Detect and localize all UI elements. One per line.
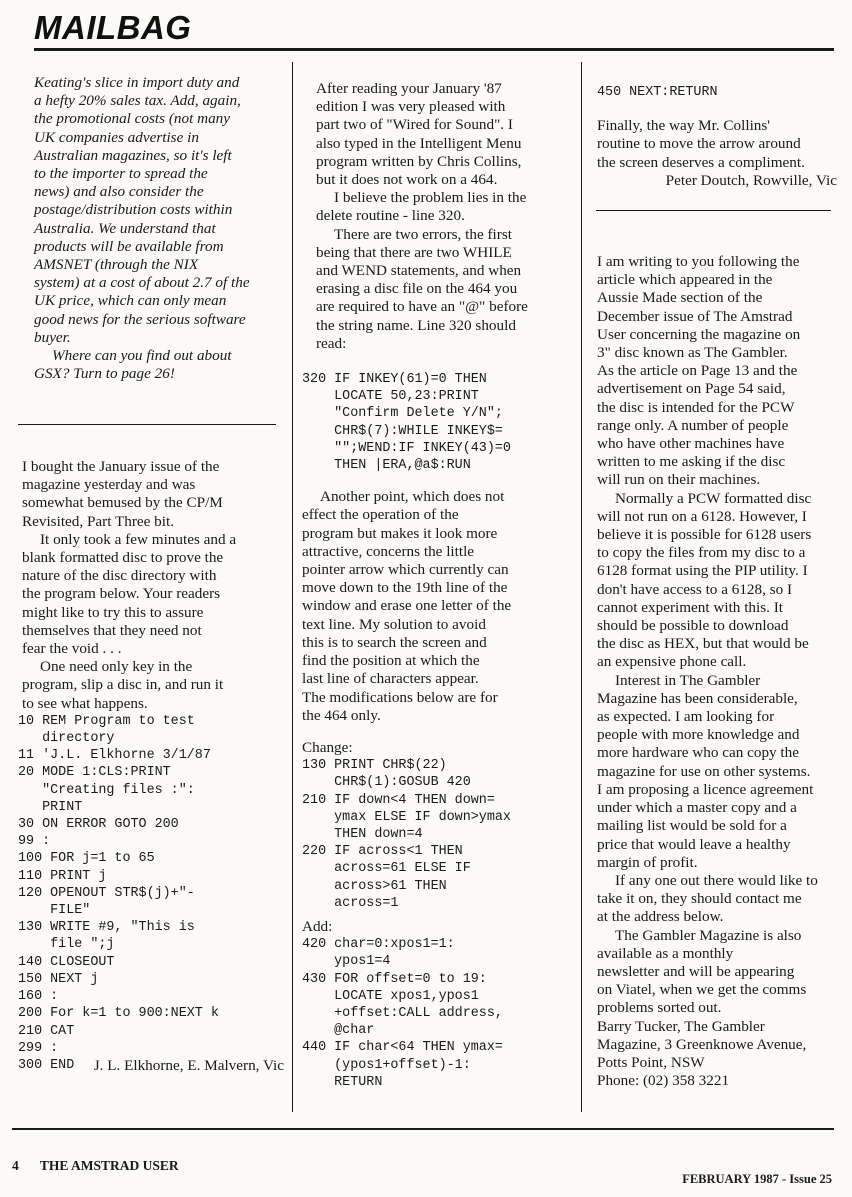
text-line: move down to the 19th line of the	[302, 579, 508, 597]
code-line: 130 WRITE #9, "This is	[18, 920, 195, 936]
text-line: 3" disc known as The Gambler.	[597, 344, 788, 362]
column-divider-1	[292, 62, 293, 1112]
text-line: take it on, they should contact me	[597, 890, 802, 908]
text-line: the promotional costs (not many	[34, 110, 231, 128]
code-line: 200 For k=1 to 900:NEXT k	[18, 1006, 219, 1022]
text-line: an expensive phone call.	[597, 653, 747, 671]
letter-elkhorne	[18, 458, 284, 1075]
text-line: Normally a PCW formatted disc	[615, 489, 812, 507]
text-line: don't have access to a 6128, so I	[597, 580, 793, 598]
code-line: 140 CLOSEOUT	[18, 954, 115, 970]
text-line: magazine yesterday and was	[22, 476, 196, 494]
code-line: 150 NEXT j	[18, 971, 99, 987]
text-line: text line. My solution to avoid	[302, 615, 486, 633]
text-line: might like to try this to assure	[22, 603, 204, 621]
signature: J. L. Elkhorne, E. Malvern, Vic	[93, 1057, 284, 1075]
code-line: THEN down=4	[302, 826, 423, 842]
text-line: on Viatel, when we get the comms	[597, 981, 807, 999]
text-line: more hardware who can copy the	[597, 744, 799, 762]
code-line: directory	[18, 731, 115, 747]
text-line: products will be available from	[34, 237, 224, 255]
column-1	[22, 74, 284, 383]
text-line: system) at a cost of about 2.7 of the	[34, 274, 250, 292]
text-line: UK price, which can only mean	[34, 292, 227, 310]
text-line: will run on their machines.	[597, 471, 761, 489]
code-line: 120 OPENOUT STR$(j)+"-	[18, 885, 195, 901]
issue-info: FEBRUARY 1987 - Issue 25	[682, 1172, 832, 1186]
text-line: If any one out there would like to	[615, 871, 818, 889]
text-line: but it does not work on a 464.	[316, 171, 498, 189]
text-line: I am writing to you following the	[597, 253, 800, 270]
text-line: last line of characters appear.	[302, 670, 479, 688]
code-line: ymax ELSE IF down>ymax	[302, 809, 511, 825]
text-line: AMSNET (through the NIX	[34, 256, 199, 274]
text-line: Interest in The Gambler	[615, 671, 761, 689]
code-line: ypos1=4	[302, 954, 391, 970]
text-line: the disc as HEX, but that would be	[597, 635, 809, 653]
text-line: news) and also consider the	[34, 183, 204, 201]
text-line: should be possible to download	[597, 617, 789, 635]
code-line: CHR$(1):GOSUB 420	[302, 775, 471, 791]
signature-line: Phone: (02) 358 3221	[597, 1072, 730, 1090]
code-line: 11 'J.L. Elkhorne 3/1/87	[18, 748, 211, 764]
code-listing-3	[302, 936, 574, 1091]
text-line: Where can you find out about	[52, 347, 232, 365]
text-line: article which appeared in the	[597, 271, 773, 289]
text-line: newsletter and will be appearing	[597, 962, 795, 980]
page-header	[34, 8, 191, 48]
column-3	[597, 84, 837, 190]
text-line: at the address below.	[597, 908, 724, 926]
code-line: 10 REM Program to test	[18, 713, 195, 729]
text-line: User concerning the magazine on	[597, 325, 801, 343]
add-label: Add:	[302, 917, 333, 935]
divider-col3	[596, 210, 831, 211]
text-line: There are two errors, the first	[334, 225, 512, 243]
text-line: the screen deserves a compliment.	[597, 153, 805, 171]
text-line: price that would leave a healthy	[597, 835, 791, 853]
text-line: nature of the disc directory with	[22, 567, 217, 585]
text-line: routine to move the arrow around	[597, 135, 801, 153]
code-line: 300 END	[18, 1057, 75, 1073]
column-2	[302, 80, 574, 1091]
code-line: (ypos1+offset)-1:	[302, 1057, 471, 1073]
code-line: 210 CAT	[18, 1023, 75, 1039]
page-number: 4	[12, 1158, 19, 1173]
code-line: 320 IF INKEY(61)=0 THEN	[302, 372, 487, 388]
text-line: program written by Chris Collins,	[316, 152, 522, 170]
text-line: Finally, the way Mr. Collins'	[597, 117, 771, 135]
text-line: believe it is possible for 6128 users	[597, 526, 812, 544]
text-line: being that there are two WHILE	[316, 243, 512, 261]
code-listing	[18, 713, 284, 1074]
text-line: UK companies advertise in	[34, 128, 199, 146]
text-line: Revisited, Part Three bit.	[22, 512, 174, 530]
code-line: 430 FOR offset=0 to 19:	[302, 971, 487, 987]
text-line: The Gambler Magazine is also	[615, 926, 802, 944]
signature-line: Potts Point, NSW	[597, 1053, 705, 1071]
code-line: 220 IF across<1 THEN	[302, 844, 463, 860]
header-rule	[34, 48, 834, 51]
text-line: buyer.	[34, 328, 71, 346]
code-line: "Confirm Delete Y/N";	[302, 406, 503, 422]
text-line: attractive, concerns the little	[302, 542, 475, 560]
publication-name: THE AMSTRAD USER	[39, 1158, 179, 1173]
code-listing-2	[302, 757, 574, 912]
text-line: program but makes it look more	[302, 524, 498, 542]
text-line: postage/distribution costs within	[34, 201, 233, 219]
code-line: +offset:CALL address,	[302, 1005, 503, 1021]
text-line: to the importer to spread the	[34, 165, 208, 183]
text-line: range only. A number of people	[597, 416, 789, 434]
code-line: THEN |ERA,@a$:RUN	[302, 458, 471, 474]
text-line: who have other machines have	[597, 435, 785, 453]
code-line: CHR$(7):WHILE INKEY$=	[302, 423, 503, 439]
paragraph	[302, 488, 574, 725]
text-line: and WEND statements, and when	[316, 262, 522, 280]
section-title: MAILBAG	[34, 9, 192, 46]
code-line: LOCATE 50,23:PRINT	[302, 389, 479, 405]
code-line: PRINT	[18, 799, 83, 815]
footer-left	[12, 1158, 179, 1174]
code-line: 210 IF down<4 THEN down=	[302, 792, 495, 808]
letter-tucker	[597, 253, 837, 1090]
text-line: part two of "Wired for Sound". I	[316, 116, 513, 134]
text-line: available as a monthly	[597, 944, 734, 962]
signature: Peter Doutch, Rowville, Vic	[665, 171, 837, 189]
text-line: Keating's slice in import duty and	[34, 74, 240, 91]
text-line: people with more knowledge and	[597, 726, 800, 744]
text-line: advertisement on Page 54 said,	[597, 380, 786, 398]
text-line: 6128 format using the PIP utility. I	[597, 562, 808, 580]
code-line: 20 MODE 1:CLS:PRINT	[18, 765, 171, 781]
code-line: across>61 THEN	[302, 878, 447, 894]
text-line: blank formatted disc to prove the	[22, 549, 224, 567]
code-line: 30 ON ERROR GOTO 200	[18, 817, 179, 833]
text-line: the disc is intended for the PCW	[597, 398, 795, 416]
code-line: 130 PRINT CHR$(22)	[302, 758, 447, 774]
footer-rule	[12, 1128, 834, 1130]
text-line: Australian magazines, so it's left	[34, 146, 232, 164]
text-line: erasing a disc file on the 464 you	[316, 280, 518, 298]
code-line: 100 FOR j=1 to 65	[18, 851, 155, 867]
signature-line: Barry Tucker, The Gambler	[597, 1017, 765, 1035]
code-line: "Creating files :":	[18, 782, 195, 798]
code-line: FILE"	[18, 903, 91, 919]
text-line: margin of profit.	[597, 853, 698, 871]
code-line: RETURN	[302, 1074, 383, 1090]
text-line: Magazine has been considerable,	[597, 689, 798, 707]
text-line: Aussie Made section of the	[597, 289, 763, 307]
code-line: @char	[302, 1023, 375, 1039]
text-line: somewhat bemused by the CP/M	[22, 494, 223, 512]
text-line: themselves that they need not	[22, 621, 202, 639]
paragraph	[597, 117, 837, 172]
text-line: under which a master copy and a	[597, 799, 797, 817]
text-line: As the article on Page 13 and the	[597, 362, 798, 380]
code-line: 440 IF char<64 THEN ymax=	[302, 1040, 503, 1056]
text-line: will not run on a 6128. However, I	[597, 507, 807, 525]
code-line: 420 char=0:xpos1=1:	[302, 937, 455, 953]
code-line: 99 :	[18, 834, 51, 850]
text-line: as expected. I am looking for	[597, 708, 775, 726]
text-line: magazine for use on other systems.	[597, 762, 811, 780]
code-line: 110 PRINT j	[18, 868, 107, 884]
text-line: edition I was very pleased with	[316, 98, 506, 116]
code-line: "";WEND:IF INKEY(43)=0	[302, 440, 511, 456]
text-line: pointer arrow which currently can	[302, 561, 509, 579]
text-line: problems sorted out.	[597, 999, 722, 1017]
text-line: The modifications below are for	[302, 688, 498, 706]
text-line: good news for the serious software	[34, 310, 246, 328]
text-line: delete routine - line 320.	[316, 207, 465, 225]
text-line: a hefty 20% sales tax. Add, again,	[34, 92, 241, 110]
text-line: written to me asking if the disc	[597, 453, 786, 471]
text-line: I bought the January issue of the	[22, 458, 220, 475]
code-listing-1	[302, 371, 574, 474]
text-line: the string name. Line 320 should	[316, 316, 516, 334]
text-line: Australia. We understand that	[34, 219, 216, 237]
text-line: cannot experiment with this. It	[597, 598, 784, 616]
column-divider-2	[581, 62, 582, 1112]
text-line: mailing list would be sold for a	[597, 817, 787, 835]
text-line: One need only key in the	[40, 658, 193, 676]
text-line: to copy the files from my disc to a	[597, 544, 806, 562]
code-line: LOCATE xpos1,ypos1	[302, 988, 479, 1004]
letter-doutch	[302, 80, 574, 353]
text-line: the 464 only.	[302, 706, 381, 724]
text-line: effect the operation of the	[302, 506, 459, 524]
text-line: program, slip a disc in, and run it	[22, 676, 224, 694]
code-line: 299 :	[18, 1040, 59, 1056]
text-line: Another point, which does not	[320, 488, 505, 506]
text-line: I am proposing a licence agreement	[597, 780, 814, 798]
change-label: Change:	[302, 738, 353, 756]
text-line: I believe the problem lies in the	[334, 189, 527, 207]
text-line: are required to have an "@" before	[316, 298, 528, 316]
divider-col1	[18, 424, 276, 425]
signature-line: Magazine, 3 Greenknowe Avenue,	[597, 1035, 807, 1053]
text-line: It only took a few minutes and a	[40, 530, 237, 548]
code-line: file ";j	[18, 937, 115, 953]
editor-note	[22, 74, 284, 383]
text-line: find the position at which the	[302, 652, 480, 670]
code-line: across=61 ELSE IF	[302, 861, 471, 877]
code-line: 160 :	[18, 989, 59, 1005]
text-line: to see what happens.	[22, 694, 148, 712]
text-line: After reading your January '87	[316, 80, 502, 97]
text-line: read:	[316, 334, 347, 352]
text-line: the program below. Your readers	[22, 585, 221, 603]
text-line: fear the void . . .	[22, 640, 122, 658]
code-line: across=1	[302, 895, 399, 911]
text-line: window and erase one letter of the	[302, 597, 512, 615]
text-line: December issue of The Amstrad	[597, 307, 793, 325]
code-line: 450 NEXT:RETURN	[597, 85, 718, 100]
text-line: also typed in the Intelligent Menu	[316, 134, 522, 152]
text-line: this is to search the screen and	[302, 633, 487, 651]
text-line: GSX? Turn to page 26!	[34, 365, 175, 383]
